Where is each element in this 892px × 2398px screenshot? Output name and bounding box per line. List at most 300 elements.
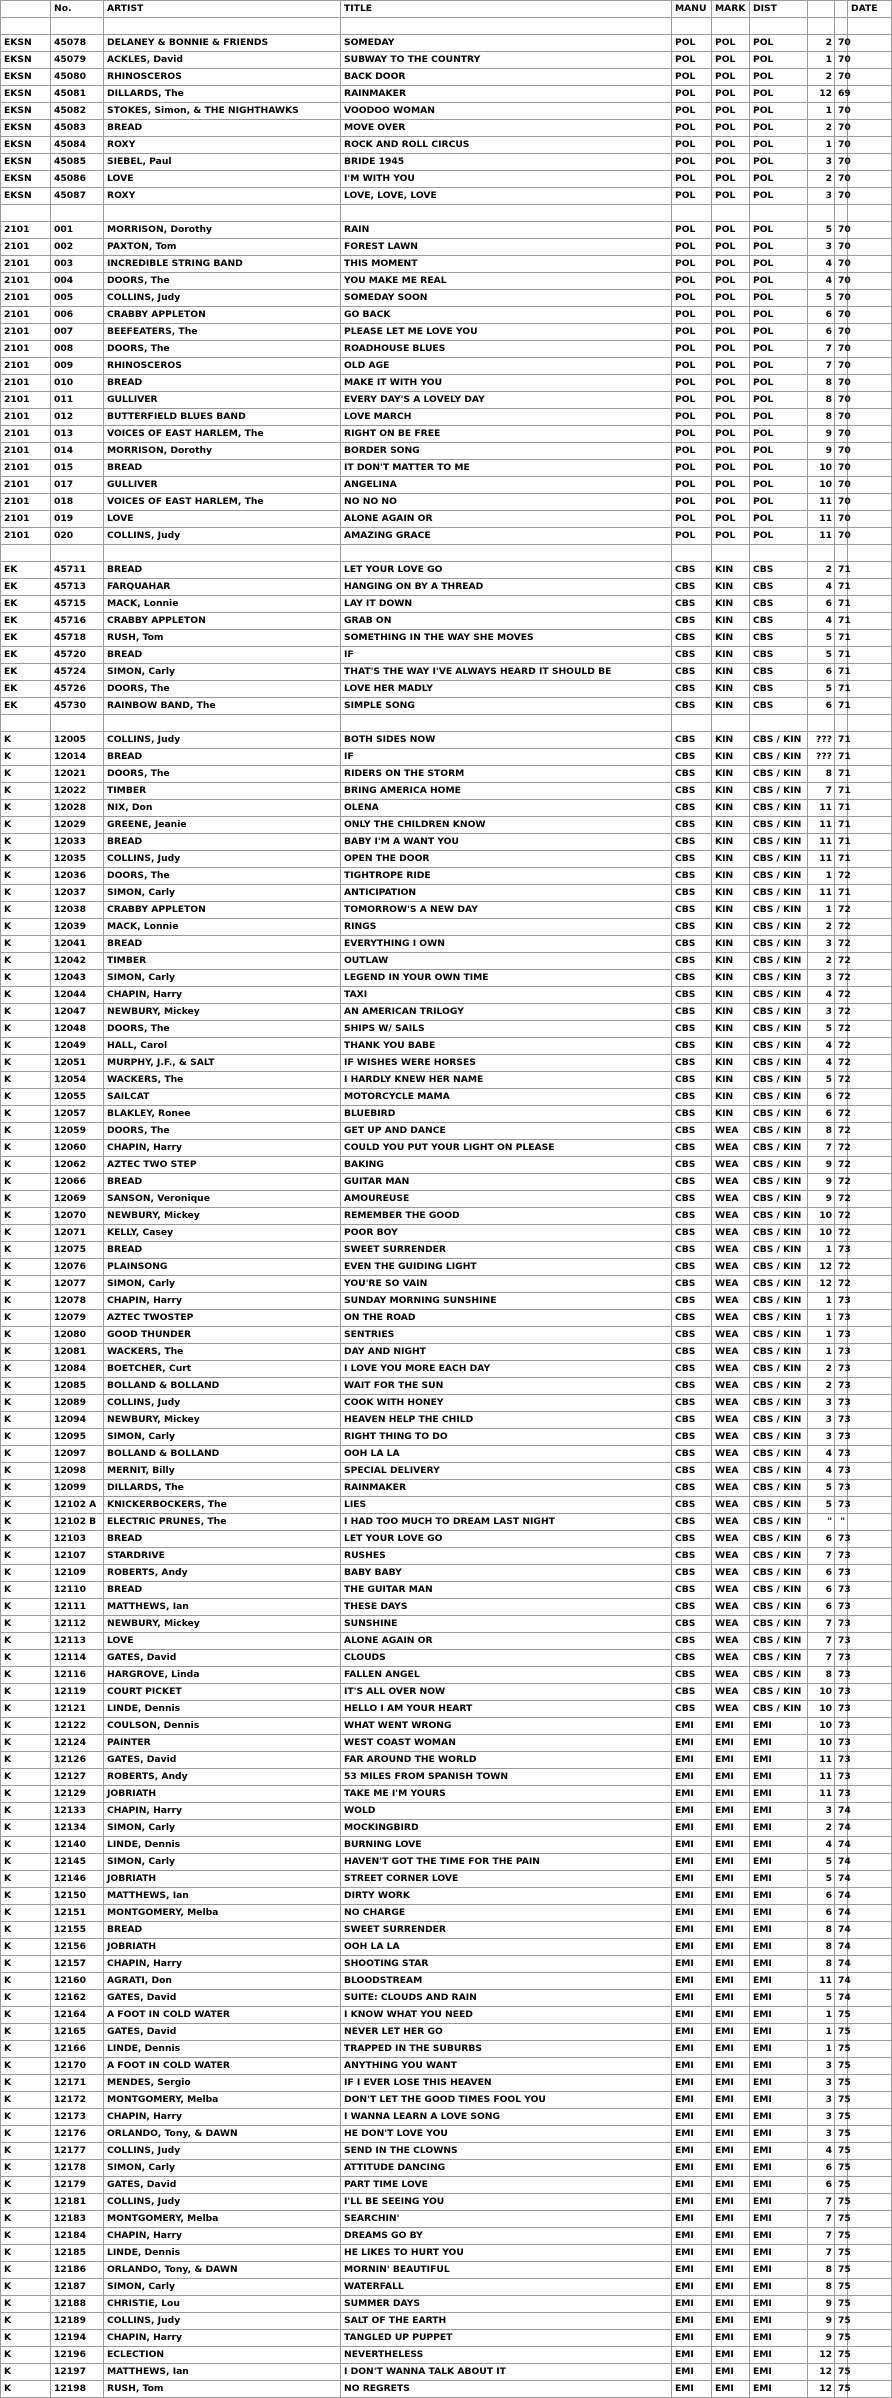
cell-year[interactable]: 75 xyxy=(835,2381,848,2398)
cell-manufacturer[interactable]: CBS xyxy=(672,834,712,851)
cell-month[interactable]: 7 xyxy=(808,2228,835,2245)
cell-number[interactable]: 45080 xyxy=(51,69,104,86)
cell-manufacturer[interactable]: CBS xyxy=(672,630,712,647)
cell-number[interactable]: 12160 xyxy=(51,1973,104,1990)
cell-month[interactable]: 9 xyxy=(808,1191,835,1208)
cell-mark[interactable]: POL xyxy=(712,256,750,273)
cell-manufacturer[interactable]: CBS xyxy=(672,1310,712,1327)
cell-artist[interactable]: SIMON, Carly xyxy=(104,1854,341,1871)
cell-year[interactable]: 73 xyxy=(835,1344,848,1361)
cell-manufacturer[interactable]: POL xyxy=(672,137,712,154)
cell-year[interactable]: 75 xyxy=(835,2228,848,2245)
cell-mark[interactable]: WEA xyxy=(712,1531,750,1548)
cell-mark[interactable]: EMI xyxy=(712,1854,750,1871)
cell-title[interactable]: SENTRIES xyxy=(341,1327,672,1344)
cell-year[interactable]: 75 xyxy=(835,2296,848,2313)
cell-month[interactable]: 11 xyxy=(808,1973,835,1990)
cell-manufacturer[interactable]: CBS xyxy=(672,664,712,681)
cell-title[interactable]: EVEN THE GUIDING LIGHT xyxy=(341,1259,672,1276)
cell-date[interactable] xyxy=(848,137,892,154)
cell-month[interactable]: 3 xyxy=(808,2126,835,2143)
cell-distributor[interactable] xyxy=(750,18,808,35)
cell-date[interactable] xyxy=(848,222,892,239)
cell-title[interactable] xyxy=(341,715,672,732)
cell-month[interactable]: 3 xyxy=(808,239,835,256)
cell-distributor[interactable]: POL xyxy=(750,528,808,545)
cell-month[interactable]: 8 xyxy=(808,1123,835,1140)
cell-artist[interactable]: VOICES OF EAST HARLEM, The xyxy=(104,426,341,443)
cell-mark[interactable]: KIN xyxy=(712,630,750,647)
cell-year[interactable]: 70 xyxy=(835,358,848,375)
cell-manufacturer[interactable]: CBS xyxy=(672,783,712,800)
cell-manufacturer[interactable]: CBS xyxy=(672,970,712,987)
cell-manufacturer[interactable]: EMI xyxy=(672,2245,712,2262)
cell-year[interactable]: 75 xyxy=(835,2007,848,2024)
cell-date[interactable] xyxy=(848,528,892,545)
cell-year[interactable]: 73 xyxy=(835,1531,848,1548)
cell-mark[interactable]: EMI xyxy=(712,2160,750,2177)
cell-title[interactable]: ROADHOUSE BLUES xyxy=(341,341,672,358)
cell-manufacturer[interactable]: CBS xyxy=(672,1055,712,1072)
cell-title[interactable]: LET YOUR LOVE GO xyxy=(341,562,672,579)
cell-date[interactable] xyxy=(848,919,892,936)
cell-year[interactable]: 72 xyxy=(835,1174,848,1191)
cell-prefix[interactable]: 2101 xyxy=(1,426,51,443)
cell-distributor[interactable]: CBS / KIN xyxy=(750,1293,808,1310)
cell-mark[interactable]: WEA xyxy=(712,1616,750,1633)
cell-month[interactable]: 8 xyxy=(808,1667,835,1684)
cell-mark[interactable]: WEA xyxy=(712,1157,750,1174)
cell-prefix[interactable]: K xyxy=(1,1174,51,1191)
cell-title[interactable]: MORNIN' BEAUTIFUL xyxy=(341,2262,672,2279)
cell-distributor[interactable]: POL xyxy=(750,154,808,171)
cell-year[interactable]: 75 xyxy=(835,2177,848,2194)
cell-manufacturer[interactable]: EMI xyxy=(672,1837,712,1854)
cell-month[interactable]: 10 xyxy=(808,1735,835,1752)
cell-manufacturer[interactable]: POL xyxy=(672,307,712,324)
cell-distributor[interactable]: POL xyxy=(750,358,808,375)
cell-distributor[interactable]: EMI xyxy=(750,2347,808,2364)
cell-title[interactable]: SUITE: CLOUDS AND RAIN xyxy=(341,1990,672,2007)
cell-title[interactable]: LIES xyxy=(341,1497,672,1514)
cell-prefix[interactable]: K xyxy=(1,732,51,749)
cell-title[interactable]: SEND IN THE CLOWNS xyxy=(341,2143,672,2160)
cell-distributor[interactable]: CBS xyxy=(750,630,808,647)
cell-year[interactable]: 73 xyxy=(835,1684,848,1701)
cell-artist[interactable]: BREAD xyxy=(104,749,341,766)
cell-distributor[interactable]: EMI xyxy=(750,2092,808,2109)
cell-number[interactable]: 12070 xyxy=(51,1208,104,1225)
cell-month[interactable]: 11 xyxy=(808,1752,835,1769)
cell-prefix[interactable]: K xyxy=(1,1378,51,1395)
cell-date[interactable] xyxy=(848,1072,892,1089)
cell-manufacturer[interactable]: CBS xyxy=(672,1667,712,1684)
cell-artist[interactable]: COLLINS, Judy xyxy=(104,528,341,545)
cell-year[interactable]: 72 xyxy=(835,1140,848,1157)
cell-date[interactable] xyxy=(848,1752,892,1769)
cell-artist[interactable]: BREAD xyxy=(104,1174,341,1191)
cell-distributor[interactable]: CBS / KIN xyxy=(750,1276,808,1293)
cell-number[interactable]: 012 xyxy=(51,409,104,426)
cell-number[interactable]: 003 xyxy=(51,256,104,273)
cell-month[interactable]: 6 xyxy=(808,1582,835,1599)
cell-month[interactable]: 7 xyxy=(808,341,835,358)
cell-prefix[interactable]: EKSN xyxy=(1,52,51,69)
cell-mark[interactable]: POL xyxy=(712,528,750,545)
cell-number[interactable]: 12029 xyxy=(51,817,104,834)
cell-date[interactable] xyxy=(848,715,892,732)
cell-title[interactable]: ALONE AGAIN OR xyxy=(341,1633,672,1650)
cell-prefix[interactable]: 2101 xyxy=(1,409,51,426)
cell-date[interactable] xyxy=(848,698,892,715)
cell-date[interactable] xyxy=(848,1531,892,1548)
cell-title[interactable]: EVERY DAY'S A LOVELY DAY xyxy=(341,392,672,409)
cell-prefix[interactable]: EKSN xyxy=(1,171,51,188)
cell-mark[interactable]: EMI xyxy=(712,2381,750,2398)
cell-number[interactable]: 45086 xyxy=(51,171,104,188)
cell-artist[interactable]: WACKERS, The xyxy=(104,1344,341,1361)
cell-date[interactable] xyxy=(848,1871,892,1888)
cell-date[interactable] xyxy=(848,1446,892,1463)
cell-prefix[interactable]: K xyxy=(1,1480,51,1497)
cell-year[interactable]: 70 xyxy=(835,494,848,511)
cell-prefix[interactable]: K xyxy=(1,953,51,970)
cell-month[interactable]: 9 xyxy=(808,1157,835,1174)
cell-title[interactable]: ONLY THE CHILDREN KNOW xyxy=(341,817,672,834)
cell-mark[interactable]: WEA xyxy=(712,1378,750,1395)
cell-number[interactable]: 12039 xyxy=(51,919,104,936)
cell-number[interactable]: 12134 xyxy=(51,1820,104,1837)
cell-year[interactable]: 75 xyxy=(835,2058,848,2075)
cell-distributor[interactable]: CBS xyxy=(750,647,808,664)
cell-date[interactable] xyxy=(848,800,892,817)
cell-year[interactable]: 74 xyxy=(835,1990,848,2007)
cell-distributor[interactable]: CBS xyxy=(750,613,808,630)
cell-manufacturer[interactable]: CBS xyxy=(672,749,712,766)
cell-mark[interactable]: WEA xyxy=(712,1276,750,1293)
cell-month[interactable]: 8 xyxy=(808,2262,835,2279)
cell-distributor[interactable]: CBS / KIN xyxy=(750,1616,808,1633)
cell-year[interactable] xyxy=(835,715,848,732)
cell-distributor[interactable]: EMI xyxy=(750,2109,808,2126)
cell-date[interactable] xyxy=(848,2126,892,2143)
cell-artist[interactable]: MONTGOMERY, Melba xyxy=(104,2211,341,2228)
cell-distributor[interactable]: EMI xyxy=(750,2211,808,2228)
cell-distributor[interactable]: CBS / KIN xyxy=(750,1021,808,1038)
cell-year[interactable]: 73 xyxy=(835,1633,848,1650)
cell-prefix[interactable]: K xyxy=(1,1922,51,1939)
cell-distributor[interactable]: CBS / KIN xyxy=(750,1191,808,1208)
cell-year[interactable]: 70 xyxy=(835,341,848,358)
cell-number[interactable]: 12097 xyxy=(51,1446,104,1463)
cell-month[interactable]: 10 xyxy=(808,1701,835,1718)
cell-date[interactable] xyxy=(848,1395,892,1412)
cell-year[interactable]: 71 xyxy=(835,851,848,868)
cell-mark[interactable]: WEA xyxy=(712,1633,750,1650)
cell-title[interactable]: FALLEN ANGEL xyxy=(341,1667,672,1684)
cell-title[interactable]: ROCK AND ROLL CIRCUS xyxy=(341,137,672,154)
cell-year[interactable]: 71 xyxy=(835,596,848,613)
cell-year[interactable]: 70 xyxy=(835,256,848,273)
cell-title[interactable]: BOTH SIDES NOW xyxy=(341,732,672,749)
cell-prefix[interactable]: EK xyxy=(1,681,51,698)
cell-distributor[interactable]: CBS / KIN xyxy=(750,1480,808,1497)
cell-date[interactable] xyxy=(848,2211,892,2228)
cell-manufacturer[interactable]: EMI xyxy=(672,1973,712,1990)
cell-year[interactable]: 72 xyxy=(835,1106,848,1123)
cell-number[interactable]: 12150 xyxy=(51,1888,104,1905)
cell-date[interactable] xyxy=(848,1327,892,1344)
cell-prefix[interactable]: K xyxy=(1,1361,51,1378)
cell-month[interactable]: 8 xyxy=(808,2279,835,2296)
cell-distributor[interactable]: EMI xyxy=(750,2262,808,2279)
cell-manufacturer[interactable]: POL xyxy=(672,69,712,86)
cell-mark[interactable]: EMI xyxy=(712,1803,750,1820)
cell-prefix[interactable]: K xyxy=(1,1752,51,1769)
cell-prefix[interactable]: K xyxy=(1,2279,51,2296)
cell-month[interactable]: 7 xyxy=(808,1140,835,1157)
cell-distributor[interactable]: POL xyxy=(750,188,808,205)
cell-distributor[interactable]: CBS / KIN xyxy=(750,1310,808,1327)
cell-month[interactable]: 8 xyxy=(808,375,835,392)
cell-artist[interactable]: LINDE, Dennis xyxy=(104,1837,341,1854)
cell-manufacturer[interactable]: CBS xyxy=(672,1208,712,1225)
cell-manufacturer[interactable]: POL xyxy=(672,273,712,290)
cell-prefix[interactable]: K xyxy=(1,2160,51,2177)
cell-title[interactable]: I WANNA LEARN A LOVE SONG xyxy=(341,2109,672,2126)
cell-mark[interactable]: POL xyxy=(712,358,750,375)
cell-mark[interactable]: WEA xyxy=(712,1446,750,1463)
cell-year[interactable]: 72 xyxy=(835,1191,848,1208)
cell-month[interactable]: 5 xyxy=(808,1021,835,1038)
cell-prefix[interactable]: K xyxy=(1,1616,51,1633)
cell-distributor[interactable]: CBS / KIN xyxy=(750,1446,808,1463)
cell-year[interactable]: 70 xyxy=(835,188,848,205)
cell-prefix[interactable] xyxy=(1,205,51,222)
cell-month[interactable]: 5 xyxy=(808,1871,835,1888)
cell-number[interactable]: 12047 xyxy=(51,1004,104,1021)
cell-month[interactable]: 7 xyxy=(808,1548,835,1565)
cell-artist[interactable]: BREAD xyxy=(104,1242,341,1259)
cell-number[interactable]: 12194 xyxy=(51,2330,104,2347)
cell-artist[interactable]: INCREDIBLE STRING BAND xyxy=(104,256,341,273)
cell-artist[interactable]: COLLINS, Judy xyxy=(104,1395,341,1412)
cell-date[interactable] xyxy=(848,1990,892,2007)
cell-mark[interactable]: POL xyxy=(712,443,750,460)
cell-month[interactable]: 12 xyxy=(808,2381,835,2398)
cell-manufacturer[interactable]: CBS xyxy=(672,987,712,1004)
cell-prefix[interactable]: EK xyxy=(1,562,51,579)
cell-title[interactable]: WHAT WENT WRONG xyxy=(341,1718,672,1735)
cell-manufacturer[interactable]: EMI xyxy=(672,1888,712,1905)
cell-manufacturer[interactable]: CBS xyxy=(672,1072,712,1089)
cell-title[interactable]: HANGING ON BY A THREAD xyxy=(341,579,672,596)
cell-mark[interactable]: EMI xyxy=(712,2330,750,2347)
cell-prefix[interactable]: 2101 xyxy=(1,443,51,460)
cell-prefix[interactable]: K xyxy=(1,2245,51,2262)
header-mark[interactable]: MARK xyxy=(712,1,750,18)
cell-manufacturer[interactable]: CBS xyxy=(672,1599,712,1616)
cell-prefix[interactable]: K xyxy=(1,1684,51,1701)
cell-artist[interactable]: RAINBOW BAND, The xyxy=(104,698,341,715)
cell-year[interactable]: 70 xyxy=(835,375,848,392)
cell-month[interactable]: 3 xyxy=(808,1004,835,1021)
cell-number[interactable]: 45081 xyxy=(51,86,104,103)
cell-date[interactable] xyxy=(848,1548,892,1565)
cell-number[interactable] xyxy=(51,715,104,732)
cell-distributor[interactable]: CBS / KIN xyxy=(750,1225,808,1242)
cell-title[interactable]: ON THE ROAD xyxy=(341,1310,672,1327)
cell-prefix[interactable]: K xyxy=(1,1769,51,1786)
cell-number[interactable]: 12077 xyxy=(51,1276,104,1293)
cell-month[interactable]: 3 xyxy=(808,2109,835,2126)
cell-manufacturer[interactable]: POL xyxy=(672,460,712,477)
cell-manufacturer[interactable]: EMI xyxy=(672,1735,712,1752)
cell-manufacturer[interactable]: EMI xyxy=(672,2381,712,2398)
cell-mark[interactable]: WEA xyxy=(712,1480,750,1497)
cell-mark[interactable]: WEA xyxy=(712,1684,750,1701)
cell-mark[interactable]: KIN xyxy=(712,902,750,919)
cell-distributor[interactable]: CBS / KIN xyxy=(750,1004,808,1021)
cell-distributor[interactable]: POL xyxy=(750,273,808,290)
cell-prefix[interactable]: EKSN xyxy=(1,86,51,103)
cell-artist[interactable]: PAXTON, Tom xyxy=(104,239,341,256)
cell-year[interactable]: 70 xyxy=(835,477,848,494)
cell-month[interactable]: 10 xyxy=(808,460,835,477)
cell-distributor[interactable]: EMI xyxy=(750,1820,808,1837)
cell-manufacturer[interactable]: CBS xyxy=(672,1565,712,1582)
cell-month[interactable]: 5 xyxy=(808,630,835,647)
header-year[interactable] xyxy=(835,1,848,18)
cell-title[interactable]: RIGHT THING TO DO xyxy=(341,1429,672,1446)
cell-title[interactable]: SOMETHING IN THE WAY SHE MOVES xyxy=(341,630,672,647)
cell-manufacturer[interactable]: CBS xyxy=(672,800,712,817)
cell-number[interactable]: 45711 xyxy=(51,562,104,579)
cell-prefix[interactable]: K xyxy=(1,1055,51,1072)
cell-number[interactable]: 12028 xyxy=(51,800,104,817)
cell-year[interactable]: 75 xyxy=(835,2075,848,2092)
cell-artist[interactable]: CRABBY APPLETON xyxy=(104,307,341,324)
cell-mark[interactable]: KIN xyxy=(712,1106,750,1123)
cell-month[interactable]: 11 xyxy=(808,528,835,545)
cell-artist[interactable]: LOVE xyxy=(104,171,341,188)
cell-prefix[interactable]: K xyxy=(1,1208,51,1225)
cell-year[interactable]: 71 xyxy=(835,664,848,681)
cell-year[interactable]: 73 xyxy=(835,1582,848,1599)
cell-date[interactable] xyxy=(848,1956,892,1973)
cell-date[interactable] xyxy=(848,1769,892,1786)
cell-prefix[interactable]: K xyxy=(1,2262,51,2279)
cell-year[interactable]: 73 xyxy=(835,1786,848,1803)
cell-number[interactable]: 12188 xyxy=(51,2296,104,2313)
cell-date[interactable] xyxy=(848,1616,892,1633)
cell-distributor[interactable]: CBS / KIN xyxy=(750,1055,808,1072)
cell-title[interactable]: VOODOO WOMAN xyxy=(341,103,672,120)
cell-mark[interactable]: POL xyxy=(712,103,750,120)
cell-artist[interactable]: PAINTER xyxy=(104,1735,341,1752)
cell-date[interactable] xyxy=(848,2075,892,2092)
cell-prefix[interactable]: 2101 xyxy=(1,222,51,239)
cell-month[interactable]: 2 xyxy=(808,953,835,970)
cell-number[interactable]: 12112 xyxy=(51,1616,104,1633)
cell-number[interactable]: 005 xyxy=(51,290,104,307)
cell-date[interactable] xyxy=(848,1497,892,1514)
cell-distributor[interactable]: EMI xyxy=(750,2126,808,2143)
cell-number[interactable]: 45083 xyxy=(51,120,104,137)
cell-distributor[interactable]: EMI xyxy=(750,1973,808,1990)
cell-month[interactable]: 9 xyxy=(808,426,835,443)
cell-artist[interactable]: PLAINSONG xyxy=(104,1259,341,1276)
cell-year[interactable]: 73 xyxy=(835,1701,848,1718)
cell-title[interactable]: SUMMER DAYS xyxy=(341,2296,672,2313)
cell-month[interactable]: 5 xyxy=(808,290,835,307)
cell-manufacturer[interactable]: CBS xyxy=(672,1276,712,1293)
cell-manufacturer[interactable]: CBS xyxy=(672,1582,712,1599)
cell-artist[interactable]: BREAD xyxy=(104,562,341,579)
cell-month[interactable]: 4 xyxy=(808,1446,835,1463)
cell-prefix[interactable]: EKSN xyxy=(1,103,51,120)
cell-title[interactable]: EVERYTHING I OWN xyxy=(341,936,672,953)
cell-number[interactable] xyxy=(51,545,104,562)
cell-date[interactable] xyxy=(848,307,892,324)
cell-distributor[interactable]: POL xyxy=(750,86,808,103)
cell-title[interactable]: SEARCHIN' xyxy=(341,2211,672,2228)
cell-artist[interactable]: RUSH, Tom xyxy=(104,2381,341,2398)
cell-distributor[interactable]: CBS xyxy=(750,562,808,579)
cell-mark[interactable]: WEA xyxy=(712,1293,750,1310)
cell-number[interactable]: 006 xyxy=(51,307,104,324)
cell-distributor[interactable]: CBS / KIN xyxy=(750,817,808,834)
cell-mark[interactable]: KIN xyxy=(712,817,750,834)
cell-distributor[interactable]: CBS / KIN xyxy=(750,1514,808,1531)
cell-number[interactable]: 12095 xyxy=(51,1429,104,1446)
cell-month[interactable]: 11 xyxy=(808,851,835,868)
cell-year[interactable]: 72 xyxy=(835,1089,848,1106)
cell-year[interactable]: 72 xyxy=(835,902,848,919)
cell-number[interactable]: 12172 xyxy=(51,2092,104,2109)
cell-distributor[interactable]: EMI xyxy=(750,1769,808,1786)
cell-distributor[interactable]: EMI xyxy=(750,1854,808,1871)
cell-date[interactable] xyxy=(848,1480,892,1497)
cell-distributor[interactable]: CBS / KIN xyxy=(750,1667,808,1684)
cell-prefix[interactable]: K xyxy=(1,2092,51,2109)
cell-month[interactable]: 10 xyxy=(808,1225,835,1242)
cell-distributor[interactable]: CBS / KIN xyxy=(750,1463,808,1480)
cell-manufacturer[interactable]: EMI xyxy=(672,2330,712,2347)
cell-distributor[interactable]: CBS / KIN xyxy=(750,1344,808,1361)
cell-artist[interactable]: LOVE xyxy=(104,511,341,528)
cell-distributor[interactable]: CBS / KIN xyxy=(750,868,808,885)
cell-manufacturer[interactable]: POL xyxy=(672,443,712,460)
cell-distributor[interactable]: CBS / KIN xyxy=(750,970,808,987)
cell-number[interactable]: 12156 xyxy=(51,1939,104,1956)
cell-number[interactable]: 45084 xyxy=(51,137,104,154)
cell-distributor[interactable]: CBS / KIN xyxy=(750,1038,808,1055)
cell-date[interactable] xyxy=(848,1463,892,1480)
cell-artist[interactable]: ECLECTION xyxy=(104,2347,341,2364)
cell-date[interactable] xyxy=(848,1412,892,1429)
cell-month[interactable]: 8 xyxy=(808,392,835,409)
cell-artist[interactable]: MURPHY, J.F., & SALT xyxy=(104,1055,341,1072)
cell-mark[interactable]: WEA xyxy=(712,1701,750,1718)
cell-prefix[interactable]: K xyxy=(1,1548,51,1565)
cell-manufacturer[interactable]: CBS xyxy=(672,1378,712,1395)
cell-prefix[interactable] xyxy=(1,545,51,562)
cell-year[interactable]: 75 xyxy=(835,2347,848,2364)
cell-date[interactable] xyxy=(848,1276,892,1293)
cell-year[interactable] xyxy=(835,205,848,222)
cell-title[interactable]: ANYTHING YOU WANT xyxy=(341,2058,672,2075)
